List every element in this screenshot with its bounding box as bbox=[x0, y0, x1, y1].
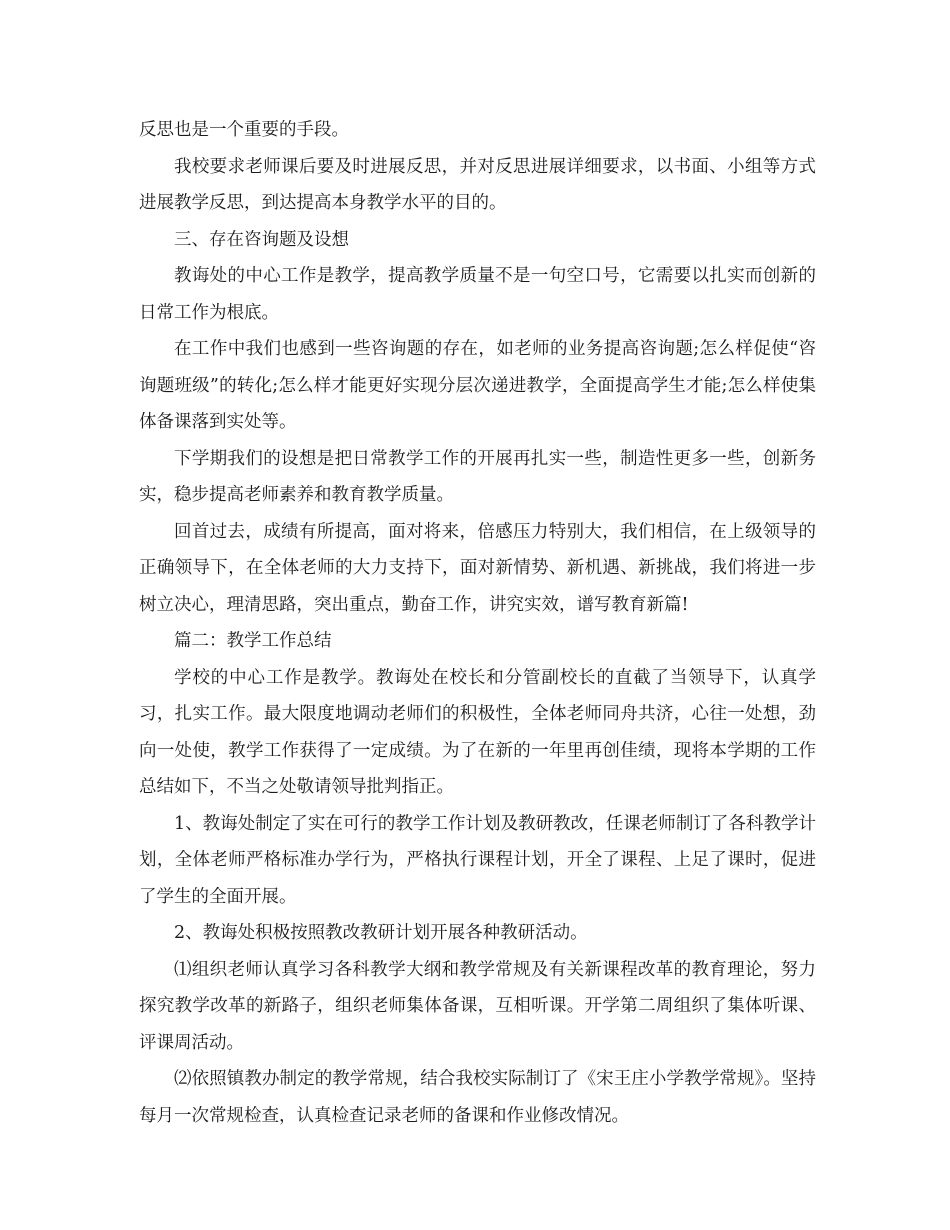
paragraph-continuation: 反思也是一个重要的手段。 bbox=[139, 120, 349, 140]
paragraph-looking-back: 回首过去，成绩有所提高，面对将来，倍感压力特别大，我们相信，在上级领导的正确领导下，在全体老师的大力支持下，面对新情势、新机遇、新挑战，我们将进一步树立决心，理清思路，突出重点，勤奋工作，讲究实效，谱写教育新篇! bbox=[139, 521, 816, 615]
section-heading-problems-plans: 三、存在咨询题及设想 bbox=[174, 229, 349, 250]
paragraph-next-term-plan: 下学期我们的设想是把日常教学工作的开展再扎实一些，制造性更多一些，创新务实，稳步提高老师素养和教育教学质量。 bbox=[139, 448, 816, 505]
paragraph-school-teaching: 学校的中心工作是教学。教诲处在校长和分管副校长的直截了当领导下，认真学习，扎实工作。最大限度地调动老师们的积极性，全体老师同舟共济，心往一处想，劲向一处使，教学工作获得了一定成绩。为了在新的一年里再创佳绩，现将本学期的工作总结如下，不当之处敬请领导批判指正。 bbox=[139, 667, 816, 797]
list-item-1: 1、教诲处制定了实在可行的教学工作计划及教研教改，任课老师制订了各科教学计划，全体老师严格标准办学行为，严格执行课程计划，开全了课程、上足了课时，促进了学生的全面开展。 bbox=[139, 813, 816, 907]
paragraph-central-work: 教诲处的中心工作是教学，提高教学质量不是一句空口号，它需要以扎实而创新的日常工作为根底。 bbox=[139, 266, 816, 323]
document-body bbox=[139, 112, 816, 1134]
sub-item-1: ⑴组织老师认真学习各科教学大纲和教学常规及有关新课程改革的教育理论，努力探究教学改革的新路子，组织老师集体备课，互相听课。开学第二周组织了集体听课、评课周活动。 bbox=[139, 959, 816, 1053]
list-item-2: 2、教诲处积极按照教改教研计划开展各种教研活动。 bbox=[174, 923, 588, 943]
sub-item-2: ⑵依照镇教办制定的教学常规，结合我校实际制订了《宋王庄小学教学常规》。坚持每月一次常规检查，认真检查记录老师的备课和作业修改情况。 bbox=[139, 1069, 816, 1126]
paragraph-problems: 在工作中我们也感到一些咨询题的存在，如老师的业务提高咨询题;怎么样促使“咨询题班级”的转化;怎么样才能更好实现分层次递进教学，全面提高学生才能;怎么样使集体备课落到实处等。 bbox=[139, 339, 816, 432]
section-heading-part-two: 篇二：教学工作总结 bbox=[174, 631, 332, 651]
paragraph-reflection-requirement: 我校要求老师课后要及时进展反思，并对反思进展详细要求，以书面、小组等方式进展教学反思，到达提高本身教学水平的目的。 bbox=[139, 156, 816, 213]
